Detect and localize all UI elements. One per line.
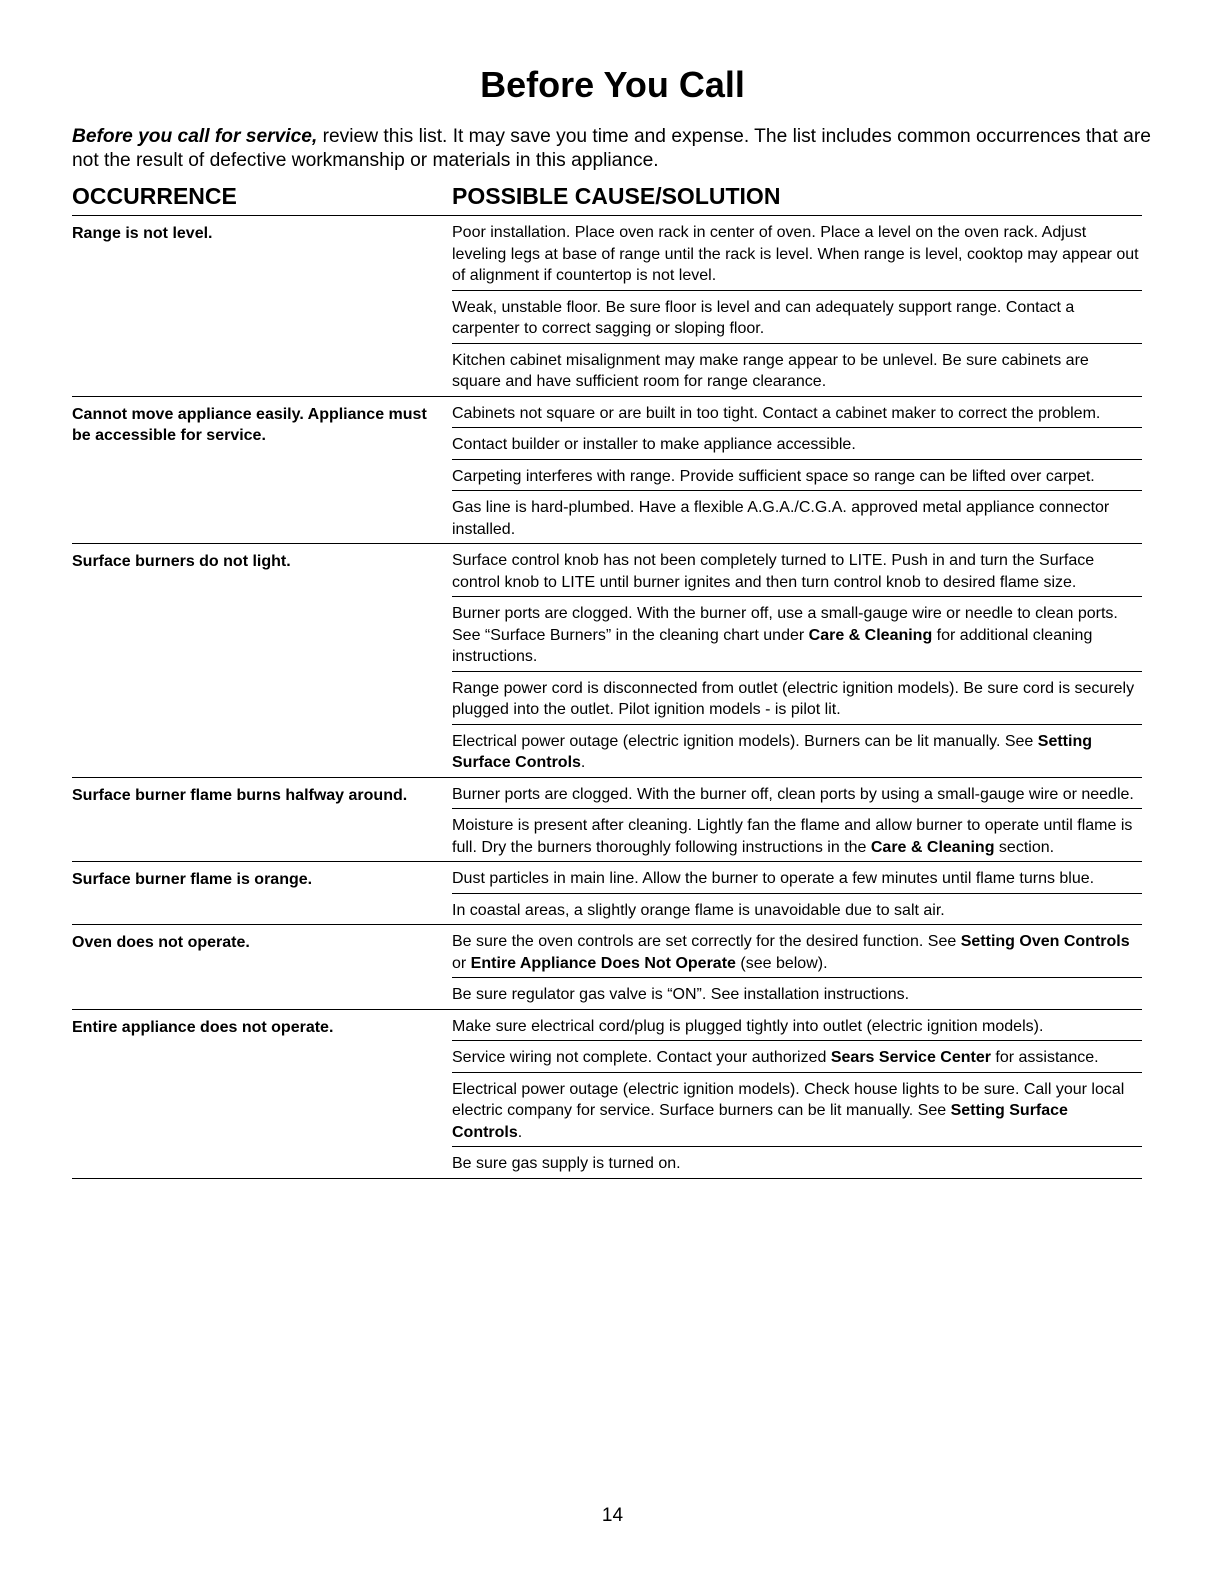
solution-text: (see below). bbox=[735, 954, 828, 972]
solution-text: Burner ports are clogged. With the burner off, clean ports by using a small-gauge wire or needle. bbox=[452, 785, 1134, 803]
solutions-cell bbox=[452, 778, 1142, 862]
solution-item bbox=[452, 808, 1142, 861]
solutions-cell bbox=[452, 1010, 1142, 1178]
intro-paragraph bbox=[72, 125, 1152, 173]
solution-text: Weak, unstable floor. Be sure floor is level and can adequately support range. Contact a carpenter to correct sagging or sloping floor. bbox=[452, 298, 1075, 337]
solution-column-header: POSSIBLE CAUSE/SOLUTION bbox=[452, 183, 781, 209]
solution-item bbox=[452, 724, 1142, 777]
table-row bbox=[72, 544, 1142, 778]
solution-item bbox=[452, 544, 1142, 596]
solution-text: . bbox=[580, 754, 586, 771]
solutions-cell bbox=[452, 925, 1142, 1009]
solution-text: Gas line is hard-plumbed. Have a flexible A.G.A./C.G.A. approved metal appliance connector installed. bbox=[452, 499, 1110, 538]
solution-reference: Sears Service Center bbox=[830, 1049, 991, 1066]
solution-reference: Care & Cleaning bbox=[808, 626, 933, 644]
solution-text: Make sure electrical cord/plug is plugged tightly into outlet (electric ignition models). bbox=[452, 1017, 1044, 1035]
occurrence-cell: Surface burners do not light. bbox=[72, 553, 291, 570]
solution-item bbox=[452, 925, 1142, 977]
solution-text: or bbox=[452, 954, 471, 972]
occurrence-cell: Range is not level. bbox=[72, 225, 213, 242]
solution-text: Cabinets not square or are built in too tight. Contact a cabinet maker to correct the problem. bbox=[452, 404, 1101, 422]
table-row bbox=[72, 1010, 1142, 1179]
solution-text: Electrical power outage (electric ignition models). Check house lights to be sure. Call your local electric company for service. Surface burners can be lit manually. See bbox=[452, 1080, 1125, 1119]
solution-item bbox=[452, 290, 1142, 343]
solution-reference: Setting Oven Controls bbox=[960, 933, 1130, 950]
solution-item bbox=[452, 1010, 1142, 1041]
solution-text: Be sure gas supply is turned on. bbox=[452, 1155, 681, 1172]
troubleshooting-table bbox=[72, 215, 1142, 1179]
solution-reference: Setting Surface Controls bbox=[452, 732, 1092, 771]
solution-text: Carpeting interferes with range. Provide sufficient space so range can be lifted over carpet. bbox=[452, 467, 1095, 485]
solution-text: Contact builder or installer to make appliance accessible. bbox=[452, 436, 856, 453]
solution-reference: Setting Surface Controls bbox=[452, 1102, 1068, 1141]
solution-text: for assistance. bbox=[990, 1049, 1099, 1066]
solutions-cell bbox=[452, 544, 1142, 777]
solution-text: In coastal areas, a slightly orange flame is unavoidable due to salt air. bbox=[452, 901, 945, 919]
solution-item bbox=[452, 1072, 1142, 1147]
solutions-cell bbox=[452, 216, 1142, 396]
solution-item bbox=[452, 778, 1142, 809]
solutions-cell bbox=[452, 862, 1142, 924]
solution-item bbox=[452, 490, 1142, 543]
table-row bbox=[72, 216, 1142, 397]
solution-item bbox=[452, 862, 1142, 893]
solution-text: Electrical power outage (electric ignition models). Burners can be lit manually. See bbox=[452, 732, 1038, 750]
solution-text: Dust particles in main line. Allow the burner to operate a few minutes until flame turns blue. bbox=[452, 870, 1095, 887]
solution-text: Surface control knob has not been completely turned to LITE. Push in and turn the Surface control knob to LITE until burner ignites and then turn control knob to desired flame size. bbox=[452, 552, 1095, 591]
solution-reference: Care & Cleaning bbox=[870, 838, 995, 856]
solution-item bbox=[452, 671, 1142, 724]
solution-text: Poor installation. Place oven rack in center of oven. Place a level on the oven rack. Adjust leveling legs at base of range until the rack is level. When range is level, cooktop may appear out of alignment if countertop is not level. bbox=[452, 224, 1139, 284]
solution-text: Range power cord is disconnected from outlet (electric ignition models). Be sure cord is securely plugged into the outlet. Pilot ignition models - is pilot lit. bbox=[452, 679, 1135, 718]
solution-text: . bbox=[517, 1123, 523, 1141]
solution-text: Be sure the oven controls are set correctly for the desired function. See bbox=[452, 933, 961, 950]
solution-text: Moisture is present after cleaning. Lightly fan the flame and allow burner to operate until flame is full. Dry the burners thoroughly following instructions in the bbox=[452, 817, 1133, 856]
solution-text: section. bbox=[994, 838, 1055, 856]
solution-text: Kitchen cabinet misalignment may make range appear to be unlevel. Be sure cabinets are square and have sufficient room for range clearance. bbox=[452, 351, 1089, 390]
table-row bbox=[72, 397, 1142, 545]
solution-text: Burner ports are clogged. With the burner off, use a small-gauge wire or needle to clean ports. See “Surface Burners” in the cleaning chart under bbox=[452, 605, 1118, 644]
occurrence-cell: Surface burner flame is orange. bbox=[72, 871, 313, 888]
solution-text: Be sure regulator gas valve is “ON”. See installation instructions. bbox=[452, 986, 910, 1003]
page-number: 14 bbox=[601, 1505, 624, 1526]
occurrence-cell: Entire appliance does not operate. bbox=[72, 1018, 334, 1036]
solution-item bbox=[452, 1146, 1142, 1178]
solution-item bbox=[452, 459, 1142, 491]
solutions-cell bbox=[452, 397, 1142, 544]
solution-reference: Entire Appliance Does Not Operate bbox=[470, 954, 736, 972]
solution-item bbox=[452, 1040, 1142, 1072]
solution-item bbox=[452, 343, 1142, 396]
solution-item bbox=[452, 977, 1142, 1009]
intro-lead: Before you call for service, bbox=[72, 126, 318, 147]
table-row bbox=[72, 925, 1142, 1010]
table-row bbox=[72, 862, 1142, 925]
solution-text: for additional cleaning instructions. bbox=[452, 626, 1093, 665]
intro-text: review this list. It may save you time and expense. The list includes common occurrences that are not the result of defective workmanship or materials in this appliance. bbox=[72, 126, 1151, 171]
table-row bbox=[72, 778, 1142, 863]
solution-item bbox=[452, 216, 1142, 290]
occurrence-column-header: OCCURRENCE bbox=[72, 183, 237, 209]
solution-item bbox=[452, 427, 1142, 459]
page-title: Before You Call bbox=[480, 64, 745, 105]
solution-item bbox=[452, 893, 1142, 925]
solution-item bbox=[452, 397, 1142, 428]
occurrence-cell: Oven does not operate. bbox=[72, 934, 250, 951]
occurrence-cell: Surface burner flame burns halfway around. bbox=[72, 786, 408, 804]
solution-item bbox=[452, 596, 1142, 671]
occurrence-cell: Cannot move appliance easily. Appliance must be accessible for service. bbox=[72, 405, 427, 444]
solution-text: Service wiring not complete. Contact your authorized bbox=[452, 1049, 831, 1066]
